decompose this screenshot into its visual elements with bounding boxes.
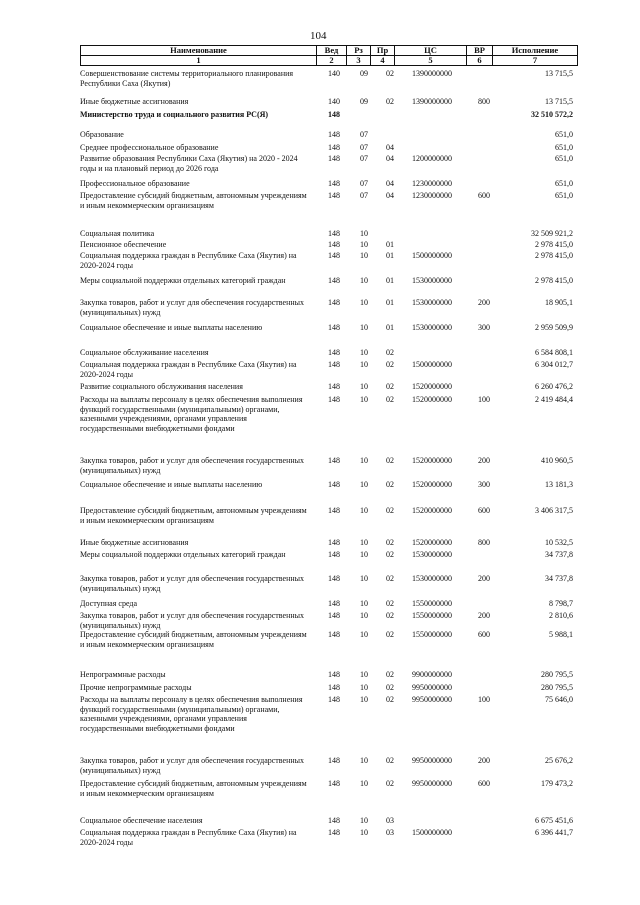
row-ved: 148 bbox=[328, 251, 340, 260]
row-sum: 2 978 415,0 bbox=[535, 276, 573, 285]
row-ved: 148 bbox=[328, 154, 340, 163]
row-cs: 1520000000 bbox=[412, 480, 452, 489]
row-rz: 10 bbox=[360, 395, 368, 404]
row-pr: 02 bbox=[386, 348, 394, 357]
row-pr: 02 bbox=[386, 670, 394, 679]
row-name: Расходы на выплаты персоналу в целях обеспечения выполнения функций государственными (муниципальными) органами, казенными учреждениями, органами управления государственными внебюджетными фондами bbox=[80, 395, 303, 433]
row-name: Социальное обеспечение и иные выплаты населению bbox=[80, 480, 263, 489]
row-pr: 01 bbox=[386, 251, 394, 260]
header-ved: Вед bbox=[317, 46, 347, 56]
row-ved: 148 bbox=[328, 574, 340, 583]
row-pr: 02 bbox=[386, 69, 394, 78]
row-rz: 10 bbox=[360, 480, 368, 489]
header-num-2: 2 bbox=[317, 56, 347, 66]
row-sum: 2 959 509,9 bbox=[535, 323, 573, 332]
row-rz: 10 bbox=[360, 611, 368, 620]
row-ved: 148 bbox=[328, 828, 340, 837]
row-pr: 02 bbox=[386, 97, 394, 106]
row-rz: 07 bbox=[360, 130, 368, 139]
row-pr: 02 bbox=[386, 550, 394, 559]
row-cs: 9900000000 bbox=[412, 670, 452, 679]
row-ved: 148 bbox=[328, 816, 340, 825]
row-name: Закупка товаров, работ и услуг для обеспечения государственных (муниципальных) нужд bbox=[80, 756, 305, 775]
row-vr: 100 bbox=[478, 395, 490, 404]
row-sum: 6 675 451,6 bbox=[535, 816, 573, 825]
row-pr: 02 bbox=[386, 630, 394, 639]
row-name: Предоставление субсидий бюджетным, автономным учреждениям и иным некоммерческим организациям bbox=[80, 779, 307, 798]
row-vr: 200 bbox=[478, 574, 490, 583]
row-cs: 1500000000 bbox=[412, 360, 452, 369]
row-ved: 148 bbox=[328, 360, 340, 369]
row-pr: 02 bbox=[386, 611, 394, 620]
header-sum: Исполнение bbox=[493, 46, 578, 56]
row-name: Меры социальной поддержки отдельных категорий граждан bbox=[80, 276, 286, 285]
row-vr: 200 bbox=[478, 456, 490, 465]
row-ved: 148 bbox=[328, 179, 340, 188]
row-sum: 179 473,2 bbox=[541, 779, 573, 788]
row-sum: 25 676,2 bbox=[545, 756, 573, 765]
row-cs: 1230000000 bbox=[412, 179, 452, 188]
row-name: Социальное обеспечение населения bbox=[80, 816, 203, 825]
header-num-1: 1 bbox=[81, 56, 317, 66]
row-sum: 6 304 012,7 bbox=[535, 360, 573, 369]
row-ved: 148 bbox=[328, 456, 340, 465]
row-cs: 1550000000 bbox=[412, 599, 452, 608]
row-ved: 148 bbox=[328, 506, 340, 515]
row-sum: 651,0 bbox=[555, 143, 573, 152]
row-sum: 5 988,1 bbox=[549, 630, 573, 639]
row-sum: 3 406 317,5 bbox=[535, 506, 573, 515]
row-cs: 1530000000 bbox=[412, 323, 452, 332]
row-cs: 1390000000 bbox=[412, 69, 452, 78]
row-sum: 75 646,0 bbox=[545, 695, 573, 704]
row-ved: 148 bbox=[328, 229, 340, 238]
row-cs: 1530000000 bbox=[412, 550, 452, 559]
row-cs: 9950000000 bbox=[412, 756, 452, 765]
header-name: Наименование bbox=[81, 46, 317, 56]
row-sum: 2 419 484,4 bbox=[535, 395, 573, 404]
row-sum: 280 795,5 bbox=[541, 670, 573, 679]
row-sum: 6 584 808,1 bbox=[535, 348, 573, 357]
row-pr: 02 bbox=[386, 395, 394, 404]
row-cs: 1520000000 bbox=[412, 382, 452, 391]
row-pr: 03 bbox=[386, 828, 394, 837]
row-ved: 148 bbox=[328, 348, 340, 357]
row-sum: 2 810,6 bbox=[549, 611, 573, 620]
header-number-row bbox=[81, 56, 578, 66]
row-sum: 651,0 bbox=[555, 130, 573, 139]
row-sum: 651,0 bbox=[555, 179, 573, 188]
row-name: Закупка товаров, работ и услуг для обеспечения государственных (муниципальных) нужд bbox=[80, 456, 305, 475]
row-sum: 651,0 bbox=[555, 154, 573, 163]
row-ved: 148 bbox=[328, 599, 340, 608]
row-rz: 10 bbox=[360, 456, 368, 465]
row-name: Совершенствование системы территориального планирования Республики Саха (Якутия) bbox=[80, 69, 294, 88]
row-name: Иные бюджетные ассигнования bbox=[80, 538, 189, 547]
row-rz: 10 bbox=[360, 382, 368, 391]
row-rz: 10 bbox=[360, 538, 368, 547]
row-pr: 02 bbox=[386, 382, 394, 391]
row-rz: 09 bbox=[360, 69, 368, 78]
row-ved: 148 bbox=[328, 276, 340, 285]
header-cs: ЦС bbox=[395, 46, 467, 56]
row-rz: 10 bbox=[360, 630, 368, 639]
row-pr: 02 bbox=[386, 683, 394, 692]
row-name: Предоставление субсидий бюджетным, автономным учреждениям и иным некоммерческим организациям bbox=[80, 506, 307, 525]
row-ved: 148 bbox=[328, 683, 340, 692]
row-rz: 10 bbox=[360, 695, 368, 704]
row-rz: 09 bbox=[360, 97, 368, 106]
row-vr: 200 bbox=[478, 298, 490, 307]
row-sum: 13 715,5 bbox=[545, 97, 573, 106]
row-sum: 2 978 415,0 bbox=[535, 251, 573, 260]
row-name: Закупка товаров, работ и услуг для обеспечения государственных (муниципальных) нужд bbox=[80, 298, 305, 317]
row-rz: 10 bbox=[360, 779, 368, 788]
row-cs: 1520000000 bbox=[412, 538, 452, 547]
row-rz: 10 bbox=[360, 229, 368, 238]
row-ved: 140 bbox=[328, 69, 340, 78]
row-name: Непрограммные расходы bbox=[80, 670, 166, 679]
row-ved: 148 bbox=[328, 611, 340, 620]
row-pr: 02 bbox=[386, 538, 394, 547]
row-ved: 148 bbox=[328, 695, 340, 704]
row-rz: 10 bbox=[360, 828, 368, 837]
row-ved: 148 bbox=[328, 110, 340, 119]
row-ved: 148 bbox=[328, 130, 340, 139]
row-ved: 148 bbox=[328, 143, 340, 152]
row-pr: 01 bbox=[386, 240, 394, 249]
row-rz: 10 bbox=[360, 599, 368, 608]
row-name: Образование bbox=[80, 130, 124, 139]
row-cs: 1530000000 bbox=[412, 574, 452, 583]
row-sum: 32 510 572,2 bbox=[531, 110, 573, 119]
row-name: Развитие социального обслуживания населения bbox=[80, 382, 243, 391]
row-rz: 10 bbox=[360, 506, 368, 515]
row-sum: 6 260 476,2 bbox=[535, 382, 573, 391]
row-name: Социальное обеспечение и иные выплаты населению bbox=[80, 323, 263, 332]
row-ved: 148 bbox=[328, 779, 340, 788]
row-sum: 18 905,1 bbox=[545, 298, 573, 307]
row-sum: 32 509 921,2 bbox=[531, 229, 573, 238]
row-name: Социальная поддержка граждан в Республике Саха (Якутия) на 2020-2024 годы bbox=[80, 251, 297, 270]
row-sum: 6 396 441,7 bbox=[535, 828, 573, 837]
row-cs: 1390000000 bbox=[412, 97, 452, 106]
row-cs: 1530000000 bbox=[412, 298, 452, 307]
row-pr: 01 bbox=[386, 276, 394, 285]
row-vr: 200 bbox=[478, 611, 490, 620]
row-rz: 10 bbox=[360, 550, 368, 559]
row-vr: 600 bbox=[478, 779, 490, 788]
row-sum: 410 960,5 bbox=[541, 456, 573, 465]
row-cs: 1500000000 bbox=[412, 828, 452, 837]
row-vr: 100 bbox=[478, 695, 490, 704]
row-cs: 1500000000 bbox=[412, 251, 452, 260]
row-pr: 01 bbox=[386, 323, 394, 332]
row-rz: 10 bbox=[360, 251, 368, 260]
header-pr: Пр bbox=[371, 46, 395, 56]
row-name: Закупка товаров, работ и услуг для обеспечения государственных (муниципальных) нужд bbox=[80, 574, 305, 593]
header-vr: ВР bbox=[467, 46, 493, 56]
row-vr: 800 bbox=[478, 97, 490, 106]
row-rz: 10 bbox=[360, 348, 368, 357]
row-vr: 300 bbox=[478, 323, 490, 332]
row-pr: 02 bbox=[386, 456, 394, 465]
row-vr: 200 bbox=[478, 756, 490, 765]
row-ved: 148 bbox=[328, 670, 340, 679]
row-rz: 07 bbox=[360, 143, 368, 152]
row-cs: 1550000000 bbox=[412, 611, 452, 620]
row-ved: 148 bbox=[328, 630, 340, 639]
row-ved: 148 bbox=[328, 382, 340, 391]
row-sum: 2 978 415,0 bbox=[535, 240, 573, 249]
row-name: Развитие образования Республики Саха (Якутия) на 2020 - 2024 годы и на плановый период до 2026 года bbox=[80, 154, 298, 173]
row-cs: 1200000000 bbox=[412, 154, 452, 163]
header-num-3: 3 bbox=[347, 56, 371, 66]
row-sum: 13 715,5 bbox=[545, 69, 573, 78]
header-num-7: 7 bbox=[493, 56, 578, 66]
row-name: Социальная политика bbox=[80, 229, 155, 238]
row-vr: 300 bbox=[478, 480, 490, 489]
row-sum: 34 737,8 bbox=[545, 574, 573, 583]
row-cs: 1550000000 bbox=[412, 630, 452, 639]
row-vr: 600 bbox=[478, 191, 490, 200]
row-cs: 9950000000 bbox=[412, 779, 452, 788]
row-rz: 10 bbox=[360, 276, 368, 285]
row-name: Меры социальной поддержки отдельных категорий граждан bbox=[80, 550, 286, 559]
budget-table-header bbox=[80, 45, 578, 66]
row-name: Социальное обслуживание населения bbox=[80, 348, 209, 357]
row-pr: 02 bbox=[386, 695, 394, 704]
row-cs: 9950000000 bbox=[412, 683, 452, 692]
row-pr: 02 bbox=[386, 756, 394, 765]
row-cs: 1520000000 bbox=[412, 395, 452, 404]
row-rz: 10 bbox=[360, 240, 368, 249]
row-pr: 04 bbox=[386, 143, 394, 152]
row-rz: 10 bbox=[360, 298, 368, 307]
row-name: Социальная поддержка граждан в Республике Саха (Якутия) на 2020-2024 годы bbox=[80, 828, 297, 847]
row-ved: 148 bbox=[328, 480, 340, 489]
page-number: 104 bbox=[310, 30, 327, 42]
row-ved: 140 bbox=[328, 97, 340, 106]
row-rz: 10 bbox=[360, 756, 368, 765]
row-sum: 13 181,3 bbox=[545, 480, 573, 489]
row-cs: 9950000000 bbox=[412, 695, 452, 704]
row-ved: 148 bbox=[328, 323, 340, 332]
row-pr: 02 bbox=[386, 599, 394, 608]
row-pr: 03 bbox=[386, 816, 394, 825]
row-cs: 1520000000 bbox=[412, 506, 452, 515]
row-cs: 1230000000 bbox=[412, 191, 452, 200]
header-num-5: 5 bbox=[395, 56, 467, 66]
row-rz: 10 bbox=[360, 683, 368, 692]
row-cs: 1530000000 bbox=[412, 276, 452, 285]
row-name: Социальная поддержка граждан в Республике Саха (Якутия) на 2020-2024 годы bbox=[80, 360, 297, 379]
row-ved: 148 bbox=[328, 191, 340, 200]
row-pr: 04 bbox=[386, 191, 394, 200]
row-name: Министерство труда и социального развития РС(Я) bbox=[80, 110, 269, 119]
row-pr: 02 bbox=[386, 360, 394, 369]
row-sum: 280 795,5 bbox=[541, 683, 573, 692]
row-name: Закупка товаров, работ и услуг для обеспечения государственных (муниципальных) нужд bbox=[80, 611, 305, 630]
row-rz: 07 bbox=[360, 154, 368, 163]
row-name: Доступная среда bbox=[80, 599, 138, 608]
row-cs: 1520000000 bbox=[412, 456, 452, 465]
row-name: Прочие непрограммные расходы bbox=[80, 683, 192, 692]
row-name: Среднее профессиональное образование bbox=[80, 143, 219, 152]
row-sum: 34 737,8 bbox=[545, 550, 573, 559]
header-rz: Рз bbox=[347, 46, 371, 56]
row-rz: 10 bbox=[360, 670, 368, 679]
row-ved: 148 bbox=[328, 550, 340, 559]
row-rz: 07 bbox=[360, 191, 368, 200]
row-ved: 148 bbox=[328, 538, 340, 547]
row-pr: 02 bbox=[386, 779, 394, 788]
row-vr: 800 bbox=[478, 538, 490, 547]
row-rz: 10 bbox=[360, 360, 368, 369]
row-name: Пенсионное обеспечение bbox=[80, 240, 167, 249]
row-name: Предоставление субсидий бюджетным, автономным учреждениям и иным некоммерческим организациям bbox=[80, 630, 307, 649]
row-vr: 600 bbox=[478, 506, 490, 515]
header-row bbox=[81, 46, 578, 56]
row-name: Профессиональное образование bbox=[80, 179, 190, 188]
row-vr: 600 bbox=[478, 630, 490, 639]
row-sum: 8 798,7 bbox=[549, 599, 573, 608]
header-num-6: 6 bbox=[467, 56, 493, 66]
row-rz: 10 bbox=[360, 816, 368, 825]
row-pr: 02 bbox=[386, 480, 394, 489]
row-ved: 148 bbox=[328, 756, 340, 765]
header-num-4: 4 bbox=[371, 56, 395, 66]
row-sum: 10 532,5 bbox=[545, 538, 573, 547]
row-name: Иные бюджетные ассигнования bbox=[80, 97, 189, 106]
row-sum: 651,0 bbox=[555, 191, 573, 200]
row-pr: 02 bbox=[386, 506, 394, 515]
row-pr: 04 bbox=[386, 179, 394, 188]
row-name: Предоставление субсидий бюджетным, автономным учреждениям и иным некоммерческим организациям bbox=[80, 191, 307, 210]
row-rz: 10 bbox=[360, 574, 368, 583]
row-name: Расходы на выплаты персоналу в целях обеспечения выполнения функций государственными (муниципальными) органами, казенными учреждениями, органами управления государственными внебюджетными фондами bbox=[80, 695, 303, 733]
row-ved: 148 bbox=[328, 240, 340, 249]
row-pr: 04 bbox=[386, 154, 394, 163]
row-rz: 07 bbox=[360, 179, 368, 188]
row-pr: 01 bbox=[386, 298, 394, 307]
row-ved: 148 bbox=[328, 395, 340, 404]
row-rz: 10 bbox=[360, 323, 368, 332]
row-pr: 02 bbox=[386, 574, 394, 583]
row-ved: 148 bbox=[328, 298, 340, 307]
